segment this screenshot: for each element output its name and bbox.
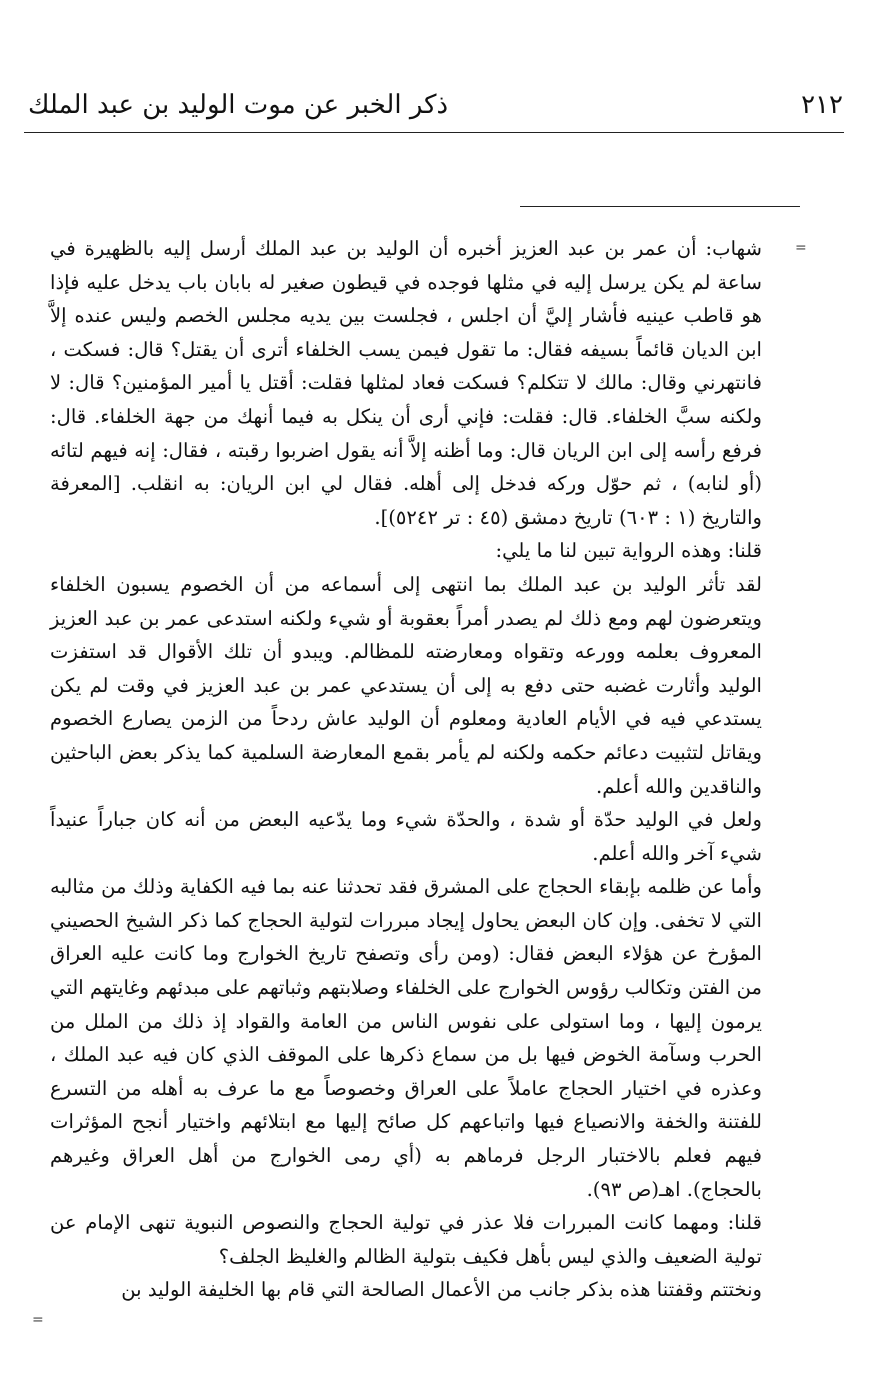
- paragraph-1: شهاب: أن عمر بن عبد العزيز أخبره أن الوليد بن عبد الملك أرسل إليه بالظهيرة في ساعة لم يكن يرسل إليه في مثلها فوجده في قيطون صغير له بابان باب يدخل عليه فإذا هو قاطب عينيه فأشار إليَّ أن اجلس ، فجلست بين يديه مجلس الخصم وليس عنده إلاَّ ابن الديان قائماً بسيفه فقال: ما تقول فيمن يسب الخلفاء أترى أن يقتل؟ قال: فسكت ، فانتهرني وقال: مالك لا تتكلم؟ فسكت فعاد لمثلها فقلت: أقتل يا أمير المؤمنين؟ قال: لا ولكنه سبَّ الخلفاء. قال: فقلت: فإني أرى أن ينكل به فيما أنهك من جهة الخلفاء. قال: فرفع رأسه إلى ابن الريان قال: وما أظنه إلاَّ أنه يقول اضربوا رقبته ، فقال: إنه فيهم لتائه (أو لنابه) ، ثم حوّل وركه فدخل إلى أهله. فقال لي ابن الريان: به انقلب. [المعرفة والتاريخ (١ : ٦٠٣) تاريخ دمشق (٤٥ : تر ٥٢٤٢)].: [50, 237, 762, 529]
- body-text: [50, 232, 762, 1307]
- paragraph-2: قلنا: وهذه الرواية تبين لنا ما يلي:: [495, 539, 762, 563]
- header-rule: [24, 132, 844, 133]
- paragraph-6: قلنا: ومهما كانت المبررات فلا عذر في تولية الحجاج والنصوص النبوية تنهى الإمام عن تولية الضعيف والذي ليس بأهل فكيف بتولية الظالم والغليظ الجلف؟: [50, 1211, 762, 1268]
- page-number: ٢١٢: [801, 90, 843, 120]
- section-rule: [520, 206, 800, 207]
- margin-mark-top: =: [795, 240, 807, 256]
- paragraph-5: وأما عن ظلمه بإبقاء الحجاج على المشرق فقد تحدثنا عنه بما فيه الكفاية وذلك من مثالبه التي لا تخفى. وإن كان البعض يحاول إيجاد مبررات لتولية الحجاج كما ذكر الشيخ الحصيني المؤرخ عن هؤلاء البعض فقال: (ومن رأى وتصفح تاريخ الخوارج وما كانت عليه العراق من الفتن وتكالب رؤوس الخوارج على الخلفاء وصلابتهم وثباتهم على مبدئهم وغايتهم التي يرمون إليها ، وما استولى على نفوس الناس من العامة والقواد إذ ذلك من الملل من الحرب وسآمة الخوض فيها بل من سماع ذكرها على الموقف الذي كان فيه عبد الملك ، وعذره في اختيار الحجاج عاملاً على العراق وخصوصاً مع ما عرف به أهله من التسرع للفتنة والخفة والانصياع فيها واتباعهم كل صائح إليها مع ابتلائهم واختيار أنجح المؤثرات فيهم فعلم بالاختبار الرجل فرماهم به (أي رمى الخوارج من أهل العراق وغيرهم بالحجاج). اهـ(ص ٩٣).: [50, 875, 762, 1201]
- running-title: ذكر الخبر عن موت الوليد بن عبد الملك: [28, 90, 449, 120]
- paragraph-4: ولعل في الوليد حدّة أو شدة ، والحدّة شيء وما يدّعيه البعض من أنه كان جباراً عنيداً شيء آخر والله أعلم.: [50, 808, 762, 865]
- paragraph-7: ونختتم وقفتنا هذه بذكر جانب من الأعمال الصالحة التي قام بها الخليفة الوليد بن: [121, 1278, 762, 1302]
- paragraph-3: لقد تأثر الوليد بن عبد الملك بما انتهى إلى أسماعه من أن الخصوم يسبون الخلفاء ويتعرضون لهم ومع ذلك لم يصدر أمراً بعقوبة أو شيء ولكنه استدعى عمر بن عبد العزيز المعروف بعلمه وورعه وتقواه ومعارضته للمظالم. ويبدو أن تلك الأقوال قد استفزت الوليد وأثارت غضبه حتى دفع به إلى أن يستدعي عمر بن عبد العزيز في وقت لم يكن يستدعي فيه في الأيام العادية ومعلوم أن الوليد عاش ردحاً من الزمن يصارع الخصوم ويقاتل لتثبيت دعائم حكمه ولكنه لم يأمر بقمع المعارضة السلمية كما يذكر بعض الباحثين والناقدين والله أعلم.: [50, 572, 762, 798]
- margin-mark-bottom: =: [32, 1312, 44, 1328]
- page-header: [28, 86, 843, 130]
